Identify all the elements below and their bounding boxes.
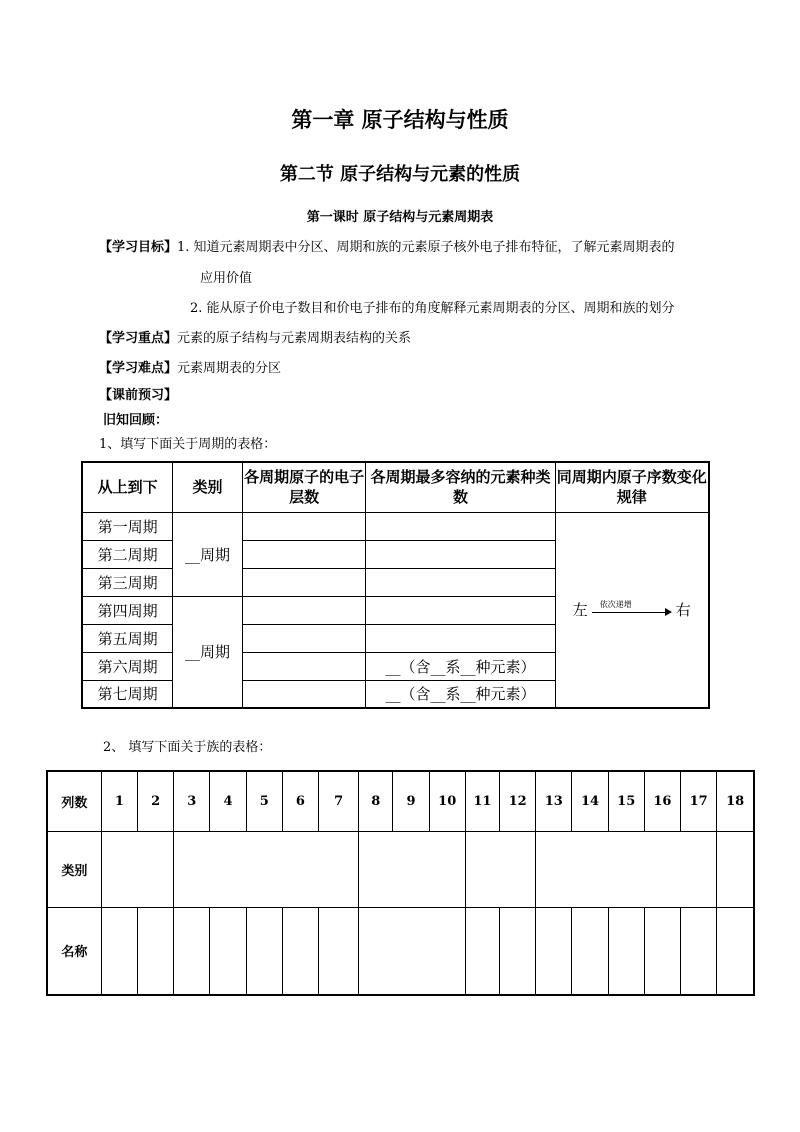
period-7-shells-cell[interactable] <box>242 680 365 708</box>
name-cell-8-10[interactable] <box>359 907 466 995</box>
column-16: 16 <box>644 771 680 831</box>
period-2-label: 第二周期 <box>82 540 173 568</box>
header-electron-shells: 各周期原子的电子层数 <box>242 462 365 512</box>
period-6-shells-cell[interactable] <box>242 652 365 680</box>
name-cell-13[interactable] <box>536 907 572 995</box>
header-category: 类别 <box>173 462 243 512</box>
chapter-title: 第一章 原子结构与性质 <box>291 107 509 132</box>
period-4-count-cell[interactable] <box>366 596 555 624</box>
name-cell-17[interactable] <box>681 907 717 995</box>
trend-left: 左 <box>572 601 588 620</box>
column-1: 1 <box>101 771 137 831</box>
period-3-label: 第三周期 <box>82 568 173 596</box>
trend-arrow-label: 依次递增 <box>599 599 632 609</box>
period-6-label: 第六周期 <box>82 652 173 680</box>
period-4-label: 第四周期 <box>82 596 173 624</box>
period-3-count-cell[interactable] <box>366 568 555 596</box>
name-cell-1[interactable] <box>101 907 137 995</box>
question-1: 1、填写下面关于周期的表格： <box>99 437 277 452</box>
column-6: 6 <box>282 771 318 831</box>
key-points-text: 元素的原子结构与元素周期表结构的关系 <box>177 331 412 346</box>
category-cell-8-10[interactable] <box>359 831 466 907</box>
period-7-label: 第七周期 <box>82 680 173 708</box>
review-label: 旧知回顾： <box>103 413 169 428</box>
preview-label: 【课前预习】 <box>99 388 178 403</box>
column-2: 2 <box>138 771 174 831</box>
objective-2: 2. 能从原子价电子数目和价电子排布的角度解释元素周期表的分区、周期和族的划分 <box>190 301 675 316</box>
period-2-count-cell[interactable] <box>366 540 555 568</box>
difficulties-label: 【学习难点】 <box>99 361 178 376</box>
column-15: 15 <box>608 771 644 831</box>
column-3: 3 <box>174 771 210 831</box>
difficulties-line <box>99 357 281 376</box>
column-11: 11 <box>465 771 499 831</box>
category-cell-3-7[interactable] <box>174 831 359 907</box>
column-8: 8 <box>359 771 393 831</box>
row-label-columns: 列数 <box>47 771 101 831</box>
column-18: 18 <box>717 771 754 831</box>
period-2-shells-cell[interactable] <box>242 540 365 568</box>
question-2: 2、 填写下面关于族的表格： <box>103 740 272 755</box>
objective-1-continued: 应用价值 <box>200 271 253 286</box>
column-13: 13 <box>536 771 572 831</box>
period-1-label: 第一周期 <box>82 512 173 540</box>
column-14: 14 <box>572 771 608 831</box>
category-short-periods[interactable]: __周期 <box>173 512 243 596</box>
objectives-line-1 <box>99 236 675 255</box>
column-5: 5 <box>246 771 282 831</box>
category-cell-13-17[interactable] <box>536 831 717 907</box>
period-5-count-cell[interactable] <box>366 624 555 652</box>
group-table <box>46 770 755 996</box>
trend-diagram <box>556 599 708 620</box>
column-7: 7 <box>319 771 359 831</box>
lesson-title: 第一课时 原子结构与元素周期表 <box>306 210 494 225</box>
difficulties-text: 元素周期表的分区 <box>177 361 282 376</box>
period-1-shells-cell[interactable] <box>242 512 365 540</box>
category-cell-11-12[interactable] <box>465 831 535 907</box>
trend-right: 右 <box>675 601 691 620</box>
name-cell-14[interactable] <box>572 907 608 995</box>
name-cell-16[interactable] <box>644 907 680 995</box>
right-arrow-icon <box>592 599 672 617</box>
column-17: 17 <box>681 771 717 831</box>
name-cell-6[interactable] <box>282 907 318 995</box>
name-cell-7[interactable] <box>319 907 359 995</box>
name-cell-3[interactable] <box>174 907 210 995</box>
category-long-periods[interactable]: __周期 <box>173 596 243 708</box>
column-10: 10 <box>429 771 465 831</box>
period-table <box>81 461 710 709</box>
period-5-shells-cell[interactable] <box>242 624 365 652</box>
row-label-category: 类别 <box>47 831 101 907</box>
row-label-name: 名称 <box>47 907 101 995</box>
period-3-shells-cell[interactable] <box>242 568 365 596</box>
header-max-elements: 各周期最多容纳的元素种类数 <box>366 462 555 512</box>
period-5-label: 第五周期 <box>82 624 173 652</box>
section-title: 第二节 原子结构与元素的性质 <box>279 164 521 185</box>
column-9: 9 <box>393 771 429 831</box>
period-6-count-cell[interactable]: __（含__系__种元素） <box>366 652 555 680</box>
name-cell-15[interactable] <box>608 907 644 995</box>
objectives-label: 【学习目标】 <box>99 240 178 255</box>
name-cell-18[interactable] <box>717 907 754 995</box>
key-points-line <box>99 327 411 346</box>
column-12: 12 <box>500 771 536 831</box>
name-cell-12[interactable] <box>500 907 536 995</box>
header-atomic-number-trend: 同周期内原子序数变化规律 <box>555 462 709 512</box>
category-cell-1-2[interactable] <box>101 831 173 907</box>
header-top-to-bottom: 从上到下 <box>82 462 173 512</box>
name-cell-11[interactable] <box>465 907 499 995</box>
trend-cell <box>555 512 709 708</box>
name-cell-5[interactable] <box>246 907 282 995</box>
key-points-label: 【学习重点】 <box>99 331 178 346</box>
objective-1: 1. 知道元素周期表中分区、周期和族的元素原子核外电子排布特征，了解元素周期表的 <box>177 240 675 255</box>
column-4: 4 <box>210 771 246 831</box>
category-cell-18[interactable] <box>717 831 754 907</box>
period-1-count-cell[interactable] <box>366 512 555 540</box>
name-cell-4[interactable] <box>210 907 246 995</box>
period-7-count-cell[interactable]: __（含__系__种元素） <box>366 680 555 708</box>
period-4-shells-cell[interactable] <box>242 596 365 624</box>
name-cell-2[interactable] <box>138 907 174 995</box>
